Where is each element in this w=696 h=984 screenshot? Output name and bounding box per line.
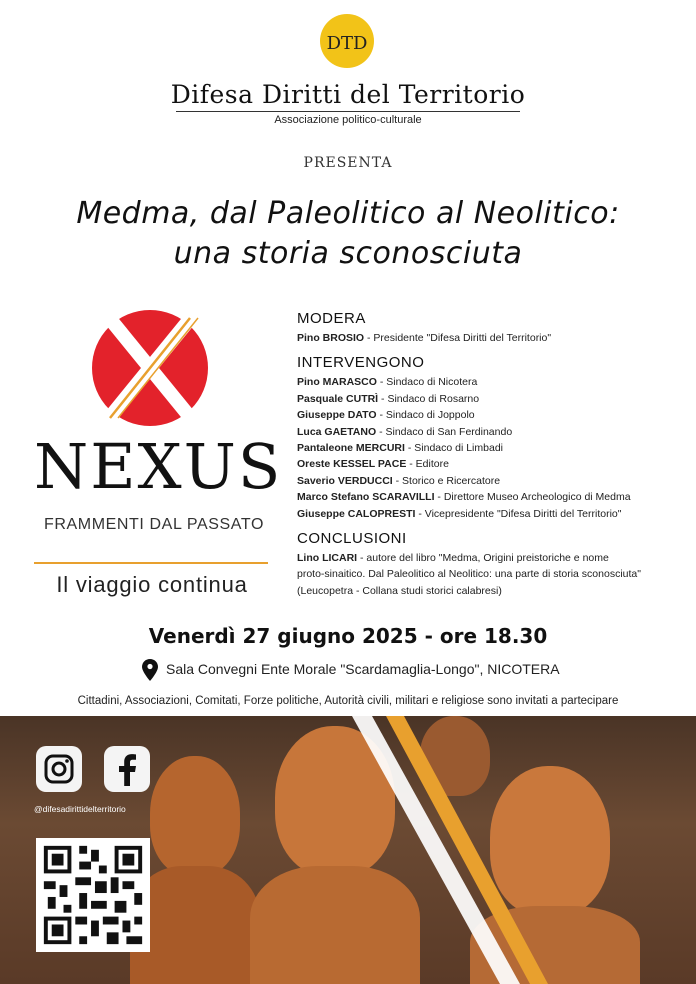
speaker-name: Giuseppe DATO [297,409,377,422]
facebook-icon[interactable] [104,746,150,792]
speaker-role: - Sindaco di Limbadi [404,441,503,454]
qr-code[interactable] [36,838,150,952]
conclusions-line: proto-sinaitico. Dal Paleolitico al Neolitico: una parte di storia sconosciuta" [297,568,641,581]
event-venue: Sala Convegni Ente Morale "Scardamaglia-Longo", NICOTERA [166,661,560,677]
speaker-name: Saverio VERDUCCI [297,474,393,487]
conclusions-heading: CONCLUSIONI [297,529,407,547]
nexus-subtitle: FRAMMENTI DAL PASSATO [43,516,265,533]
dtd-monogram-icon [320,14,374,68]
svg-text:DTD: DTD [326,33,368,54]
speaker-name: Giuseppe CALOPRESTI [297,507,416,520]
qr-code-icon [36,838,150,952]
terracotta-busts-photo [0,716,696,984]
speaker-role: - Sindaco di Nicotera [376,376,478,389]
speaker-row [297,391,693,407]
speaker-role: - Storico e Ricercatore [392,474,501,487]
conclusions-speaker-name: Lino LICARI [297,551,358,564]
speaker-name: Pasquale CUTRÌ [297,392,379,405]
event-title [0,194,696,274]
nexus-x-emblem-icon [90,308,210,428]
nexus-divider [34,562,268,564]
speaker-row [297,506,693,522]
speaker-role: - Editore [406,458,449,471]
speaker-name: Pantaleone MERCURI [297,441,405,454]
association-logo [320,14,374,68]
speaker-row [297,489,693,505]
moderator-name: Pino BROSIO [297,332,365,344]
moderator-role: - Presidente "Difesa Diritti del Territorio" [364,332,552,344]
instagram-icon[interactable] [36,746,82,792]
social-handle[interactable]: @difesadirittidelterritorio [34,804,126,814]
location-pin-icon [142,659,158,681]
event-title-line-1: Medma, dal Paleolitico al Neolitico: [76,196,620,231]
moderator-row [297,330,693,346]
conclusions-text: - autore del libro "Medma, Origini preistoriche e nome [357,551,609,564]
conclusions-line [297,550,693,566]
nexus-tagline: Il viaggio continua [56,572,248,597]
program [297,308,693,599]
modera-heading: MODERA [297,310,366,327]
event-date-time: Venerdì 27 giugno 2025 - ore 18.30 [148,624,548,648]
speaker-row [297,440,693,456]
speaker-row [297,473,693,489]
speaker-role: - Sindaco di San Ferdinando [376,425,513,438]
presents-label: PRESENTA [303,155,393,171]
org-name: Difesa Diritti del Territorio [170,80,526,109]
speaker-role: - Vicepresidente "Difesa Diritti del Territorio" [415,507,622,520]
speakers-heading: INTERVENGONO [297,354,425,372]
divider [176,111,520,112]
nexus-wordmark: NEXUS [34,430,283,503]
speaker-name: Pino MARASCO [297,376,377,389]
conclusions-line: (Leucopetra - Collana studi storici calabresi) [297,584,502,597]
speaker-row [297,424,693,440]
speaker-row [297,407,693,423]
speaker-row [297,456,693,472]
org-subtitle: Associazione politico-culturale [274,114,422,126]
speaker-name: Oreste KESSEL PACE [297,458,407,471]
speaker-row [297,374,693,390]
event-title-line-2: una storia sconosciuta [173,236,523,271]
speaker-role: - Direttore Museo Archeologico di Medma [434,491,631,504]
speaker-role: - Sindaco di Joppolo [376,409,475,422]
invitation-text: Cittadini, Associazioni, Comitati, Forze politiche, Autorità civili, militari e religiose sono invitati a partecipare [77,695,619,707]
speaker-name: Marco Stefano SCARAVILLI [297,491,435,504]
speaker-name: Luca GAETANO [297,425,377,438]
speaker-role: - Sindaco di Rosarno [378,392,480,405]
